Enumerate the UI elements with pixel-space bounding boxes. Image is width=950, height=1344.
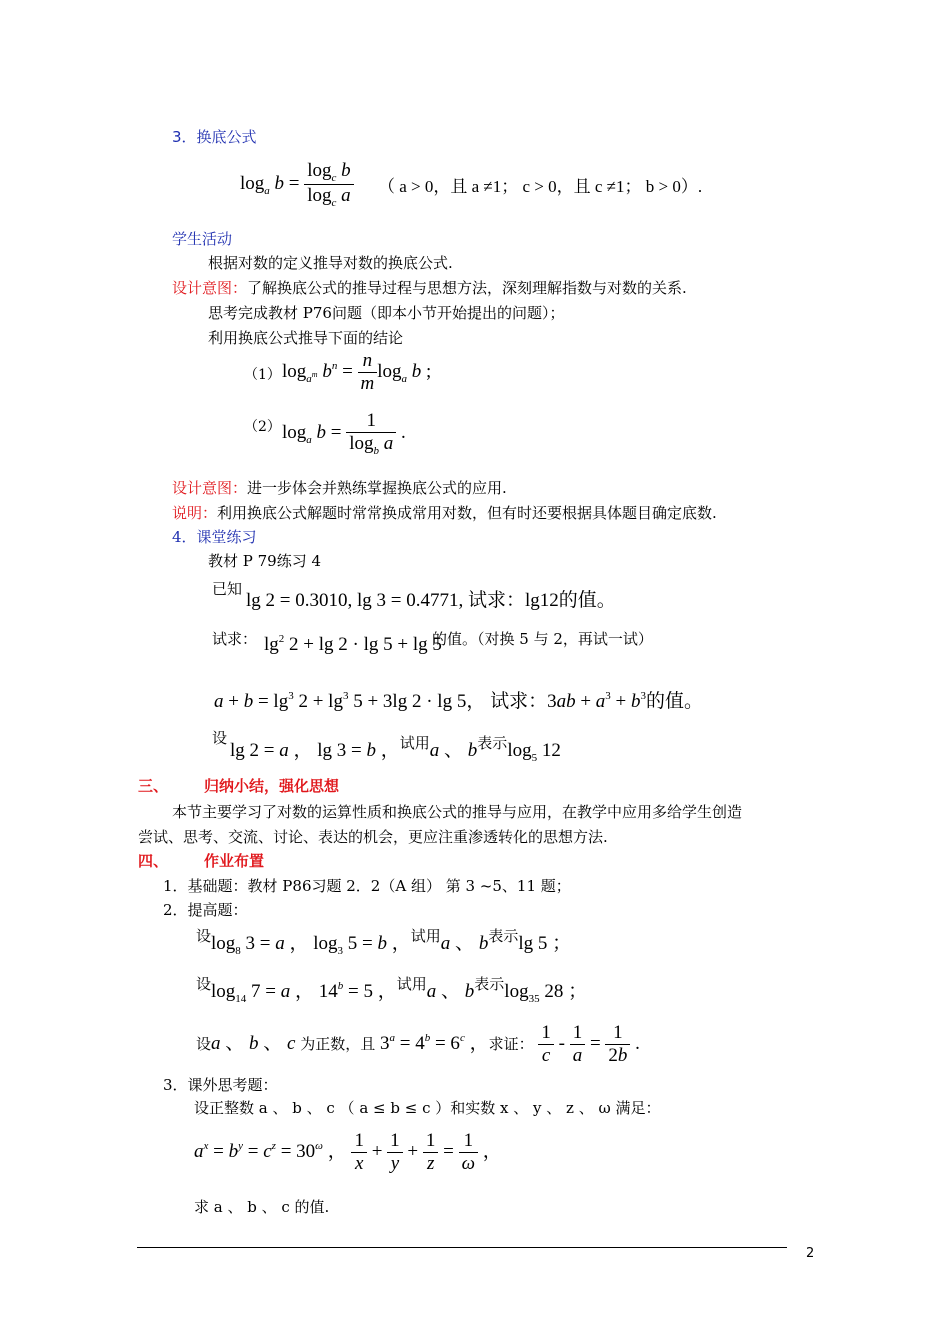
- exercise-4-formula: lg 2 = a ， lg 3 = b ，$^{试用}$a 、 $b^{表示}\log_5$ 12: [230, 736, 561, 764]
- section-four-title: 作业布置: [204, 852, 265, 870]
- item-2-formula: $\log_a b$ = $\frac{1}{\log_b a}$ .: [282, 410, 406, 457]
- exercise-3-formula: $a + b = \lg^3 2 + \lg^3 5 + 3\lg$ 2 · lg 5， 试求：$3ab + a^3 + b^3$的值。: [214, 690, 704, 712]
- summary-line-1: 本节主要学习了对数的运算性质和换底公式的推导与应用，在教学中应用多给学生创造: [172, 803, 743, 821]
- student-activity-text: 根据对数的定义推导对数的换底公式.: [208, 254, 453, 272]
- homework-3-ask: 求 a 、 b 、 c 的值.: [194, 1198, 330, 1216]
- item-1-formula: $\log_{a^m} b^n$ = $\frac{n}{m}$ $\log_a b$ ;: [282, 350, 432, 394]
- homework-1: 1．基础题：教材 P86习题 2．2（A 组） 第 3 ~5、11 题；: [163, 877, 571, 895]
- homework-2: 2．提高题：: [163, 901, 248, 919]
- note-text: 利用换底公式解题时常常换成常用对数，但有时还要根据具体题目确定底数.: [217, 504, 717, 522]
- exercise-reference: 教材 P 79练习 4: [208, 552, 322, 570]
- homework-3: 3．课外思考题：: [163, 1076, 278, 1094]
- item-1-label: （1）: [244, 367, 281, 383]
- homework-2b: $^设\log_{14}$ 7 = a ， $14^b = 5$ ，$^{试用}$a 、 $b^{表示}\log_{35}$ 28 ；: [196, 977, 588, 1005]
- exercise-3-suffix: 的值。: [646, 691, 704, 712]
- formula-conditions: （ a > 0，且 a ≠1； c > 0，且 c ≠1； b > 0）.: [378, 177, 703, 196]
- page-number: 2: [806, 1246, 815, 1261]
- section-3-title: 3．换底公式: [172, 128, 257, 146]
- exercise-1-formula: lg 2 = 0.3010, lg 3 = 0.4771, 试求：lg12的值。: [246, 590, 616, 611]
- think-text: 思考完成教材 P76问题（即本小节开始提出的问题）；: [208, 304, 565, 322]
- summary-line-2: 尝试、思考、交流、讨论、表达的机会，更应注重渗透转化的思想方法.: [138, 828, 608, 846]
- change-of-base-formula: $\log_a b$ = $\frac{\log_c b}{\log_c a}$: [240, 160, 354, 209]
- design-intent-1: [172, 277, 687, 298]
- exercise-2-prefix: 试求：: [212, 630, 258, 648]
- design-intent-1-text: 了解换底公式的推导过程与思想方法，深刻理解指数与对数的关系.: [247, 279, 687, 297]
- exercise-2-suffix: 的值。（对换 5 与 2，再试一试）: [432, 630, 653, 648]
- section-four-number: 四、: [138, 852, 169, 870]
- design-intent-label-2: 设计意图：: [172, 479, 248, 497]
- item-2-label: （2）: [244, 419, 281, 435]
- note-label: 说明：: [172, 504, 218, 522]
- design-intent-2: [172, 477, 507, 498]
- footer-divider: [137, 1247, 787, 1248]
- homework-3-formula: $a^x = b^y = c^z = 30^\omega$ ， $\frac{1}{x}$ + $\frac{1}{y}$ + $\frac{1}{z}$ = $\frac{1}{\omega}$ ，: [194, 1130, 502, 1174]
- design-intent-label: 设计意图：: [172, 279, 248, 297]
- homework-3-text: 设正整数 a 、 b 、 c （ a ≤ b ≤ c ）和实数 x 、 y 、 z 、 ω 满足：: [194, 1099, 661, 1117]
- exercise-2-formula: $\lg^2 2 + \lg 2 \cdot \lg 5 + \lg 5$: [264, 633, 442, 655]
- section-4-title: 4．课堂练习: [172, 528, 257, 546]
- section-three-number: 三、: [138, 777, 169, 795]
- note: [172, 502, 717, 523]
- exercise-4-prefix: 设: [212, 729, 228, 747]
- exercise-1-prefix: 已知: [212, 580, 243, 598]
- design-intent-2-text: 进一步体会并熟练掌握换底公式的应用.: [247, 479, 507, 497]
- section-three-title: 归纳小结，强化思想: [204, 777, 340, 795]
- student-activity-title: 学生活动: [172, 230, 233, 248]
- homework-2a: $^设\log_8$ 3 = a ， $\log_3 5 = b$ ，$^{试用}$a 、 $b^{表示}\lg$ 5 ；: [196, 929, 572, 957]
- homework-2c: 设a 、 b 、 c 为正数，且 $3^a = 4^b = 6^c$ ，求证： $\frac{1}{c}$ - $\frac{1}{a}$ = $\frac{1}{2b}$ .: [196, 1022, 640, 1066]
- derive-text: 利用换底公式推导下面的结论: [208, 329, 404, 347]
